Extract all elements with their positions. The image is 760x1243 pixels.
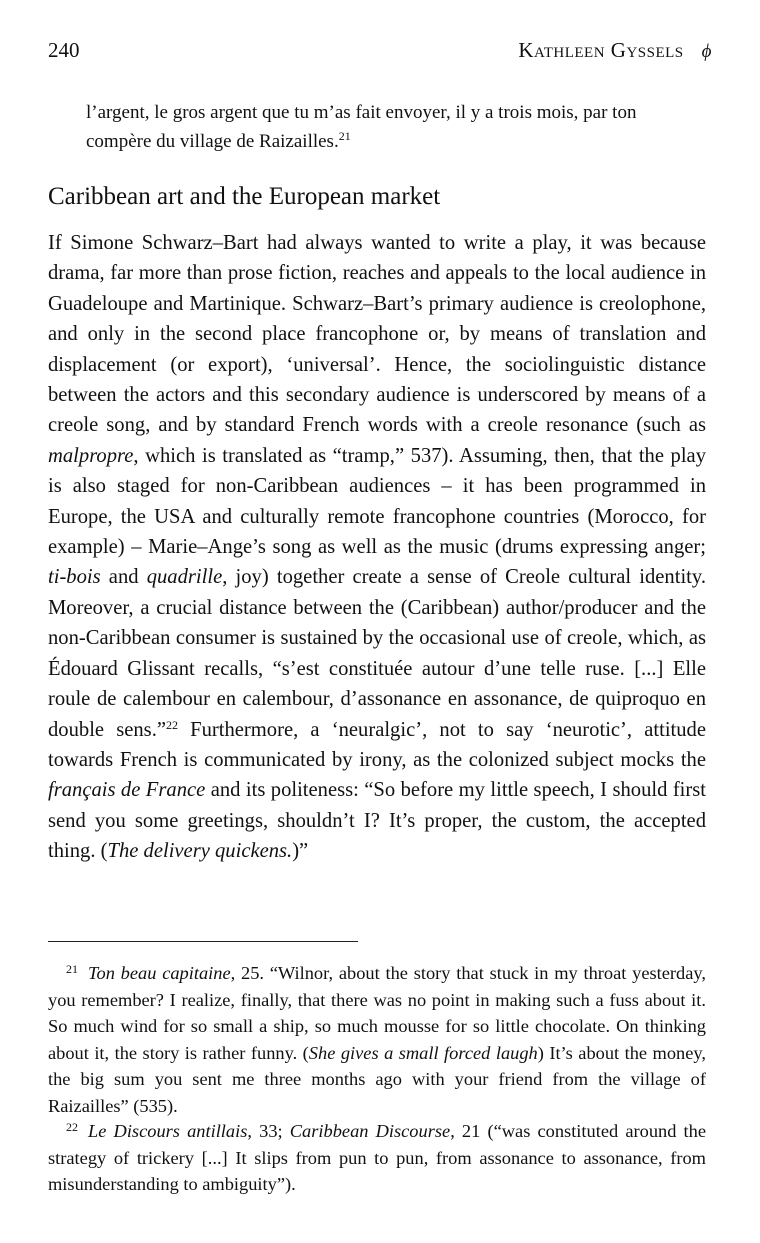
body-text-run: Furthermore, a ‘neuralgic’, not to say ‘neurotic’, attitude towards French is communicated by irony, as the colonized subject mocks the — [48, 718, 706, 771]
footnote-text: ) It’s about the money, the big sum you sent me three months ago with your friend from the village of Raizailles” (535). — [48, 1042, 707, 1116]
running-head — [518, 38, 712, 63]
author-name: Kathleen Gyssels — [518, 38, 684, 62]
section-heading: Caribbean art and the European market — [48, 183, 441, 210]
body-italic: The delivery quickens. — [107, 840, 293, 863]
footnote-text: , 21 (“was constituted around the strategy of trickery [...] It slips from pun to pun, from assonance to assonance, from misunderstanding to ambiguity”). — [48, 1121, 707, 1194]
body-paragraph — [48, 228, 706, 867]
body-text-run: , joy) together create a sense of Creole cultural identity. Moreover, a crucial distance between the (Caribbean) author/producer and the non-Caribbean consumer is sustained by the occasional use of creole, which, as Édouard Glissant recalls, “s’est constituée autour d’une telle ruse. [...] Elle roule de calembour en calembour, d’assonance en assonance, de quiproquo en double sens.” — [48, 566, 707, 741]
page-number: 240 — [48, 38, 80, 62]
footnote-divider — [48, 941, 358, 942]
body-italic: quadrille — [146, 566, 223, 589]
body-text-run: )” — [292, 840, 309, 863]
page-header — [48, 38, 712, 68]
block-quote — [86, 98, 686, 156]
footnote-title: Caribbean Discourse — [289, 1121, 451, 1141]
footnote-ref-22[interactable]: 22 — [165, 717, 178, 732]
footnote-italic: She gives a small forced laugh — [308, 1042, 538, 1063]
footnote-title: Ton beau capitaine — [88, 963, 231, 983]
ornament-icon: ϕ — [701, 41, 712, 62]
body-text-run: and its politeness: “So before my little speech, I should first send you some greetings, shouldn’t I? It’s proper, the custom, the accepted thing. ( — [48, 779, 706, 863]
footnote-title: Le Discours antillais — [88, 1121, 248, 1141]
footnote-text: , 25. “Wilnor, about the story that stuck in my throat yesterday, you remember? I realize, finally, that there was no point in making such a fuss about it. So much wind for so small a ship, so much mousse for so little chocolate. On thinking about it, the story is rather funny. ( — [48, 963, 706, 1063]
body-italic: malpropre — [48, 444, 134, 467]
body-text-run: , which is translated as “tramp,” 537). Assuming, then, that the play is also staged for non-Caribbean audiences – it has been programmed in Europe, the USA and culturally remote francophone countries (Morocco, for example) – Marie–Ange’s song as well as the music (drums expressing anger; — [48, 444, 706, 559]
footnote-number: 21 — [66, 962, 78, 976]
footnote-text: , 33; — [247, 1121, 290, 1141]
footnote-21 — [48, 956, 706, 1119]
body-text-run: If Simone Schwarz–Bart had always wanted to write a play, it was because drama, far more than prose fiction, reaches and appeals to the local audience in Guadeloupe and Martinique. Schwarz–Bart’s primary audience is creolophone, and only in the second place francophone or, by means of translation and displacement (or export), ‘universal’. Hence, the sociolinguistic distance between the actors and this secondary audience is underscored by means of a creole song, and by standard French words with a creole resonance (such as — [48, 232, 706, 437]
footnote-number: 22 — [66, 1120, 78, 1134]
body-italic: français de France — [48, 779, 206, 802]
quote-text: l’argent, le gros argent que tu m’as fait envoyer, il y a trois mois, par ton compère du village de Raizailles. — [86, 102, 637, 152]
body-text-run: and — [100, 566, 147, 589]
footnote-ref-21[interactable]: 21 — [338, 129, 351, 143]
body-italic: ti-bois — [48, 566, 101, 589]
footnote-22 — [48, 1114, 706, 1198]
